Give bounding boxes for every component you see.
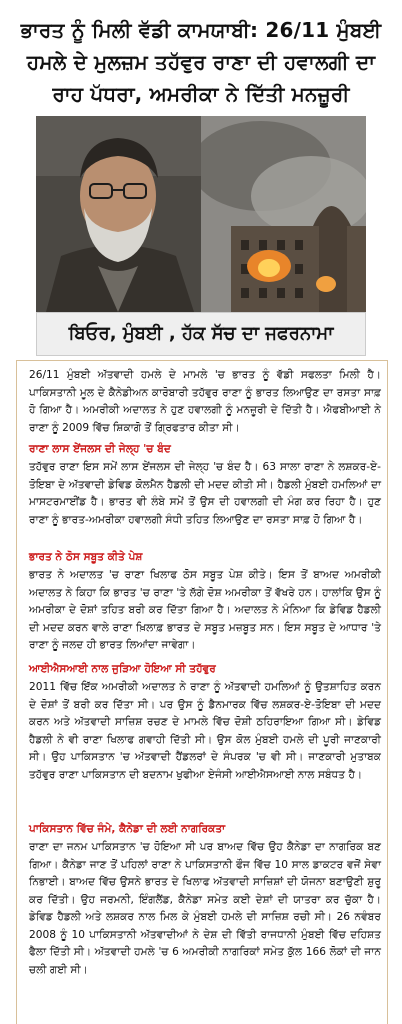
paragraph-citizenship: ਰਾਣਾ ਦਾ ਜਨਮ ਪਾਕਿਸਤਾਨ 'ਚ ਹੋਇਆ ਸੀ ਪਰ ਬਾਅਦ ਵਿੱਚ ਉਹ ਕੈਨੇਡਾ ਦਾ ਨਾਗਰਿਕ ਬਣ ਗਿਆ। ਕੈਨੇਡਾ ਜਾਣ ਤੋਂ ਪਹਿਲਾਂ ਰਾਣਾ ਨੇ ਪਾਕਿਸਤਾਨੀ ਫੌਜ ਵਿੱਚ 10 ਸਾਲ ਡਾਕਟਰ ਵਜੋਂ ਸੇਵਾ ਨਿਭਾਈ। ਬਾਅਦ ਵਿੱਚ ਉਸਨੇ ਭਾਰਤ ਦੇ ਖਿਲਾਫ ਅੱਤਵਾਦੀ ਸਾਜ਼ਿਸ਼ਾਂ ਦੀ ਯੋਜਨਾ ਬਣਾਉਣੀ ਸ਼ੁਰੂ ਕਰ ਦਿੱਤੀ। ਉਹ ਜਰਮਨੀ, ਇੰਗਲੈਂਡ, ਕੈਨੇਡਾ ਸਮੇਤ ਕਈ ਦੇਸ਼ਾਂ ਦੀ ਯਾਤਰਾ ਕਰ ਚੁੱਕਾ ਹੈ। ਡੇਵਿਡ ਹੈਡਲੀ ਅਤੇ ਲਸ਼ਕਰ ਨਾਲ ਮਿਲ ਕੇ ਮੁੰਬਈ ਹਮਲੇ ਦੀ ਸਾਜ਼ਿਸ਼ ਰਚੀ ਸੀ। 26 ਨਵੰਬਰ 2008 ਨੂੰ 10 ਪਾਕਿਸਤਾਨੀ ਅੱਤਵਾਦੀਆਂ ਨੇ ਦੇਸ਼ ਦੀ ਵਿੱਤੀ ਰਾਜਧਾਨੀ ਮੁੰਬਈ ਵਿੱਚ ਦਹਿਸ਼ਤ ਫੈਲਾ ਦਿੱਤੀ ਸੀ। ਅੱਤਵਾਦੀ ਹਮਲੇ 'ਚ 6 ਅਮਰੀਕੀ ਨਾਗਰਿਕਾਂ ਸਮੇਤ ਕੁੱਲ 166 ਲੋਕਾਂ ਦੀ ਜਾਨ ਚਲੀ ਗਈ ਸੀ।	[29, 841, 381, 976]
subheading-evidence: ਭਾਰਤ ਨੇ ਠੋਸ ਸਬੂਤ ਕੀਤੇ ਪੇਸ਼	[29, 551, 143, 563]
paragraph-isi: 2011 ਵਿੱਚ ਇੱਕ ਅਮਰੀਕੀ ਅਦਾਲਤ ਨੇ ਰਾਣਾ ਨੂੰ ਅੱਤਵਾਦੀ ਹਮਲਿਆਂ ਨੂੰ ਉਤਸ਼ਾਹਿਤ ਕਰਨ ਦੇ ਦੋਸ਼ਾਂ ਤੋਂ ਬਰੀ ਕਰ ਦਿੱਤਾ ਸੀ। ਪਰ ਉਸ ਨੂੰ ਡੈਨਮਾਰਕ ਵਿੱਚ ਲਸ਼ਕਰ-ਏ-ਤੋਇਬਾ ਦੀ ਮਦਦ ਕਰਨ ਅਤੇ ਅੱਤਵਾਦੀ ਸਾਜ਼ਿਸ਼ ਰਚਣ ਦੇ ਮਾਮਲੇ ਵਿੱਚ ਦੋਸ਼ੀ ਠਹਿਰਾਇਆ ਗਿਆ ਸੀ। ਡੇਵਿਡ ਹੈਡਲੀ ਨੇ ਵੀ ਰਾਣਾ ਖਿਲਾਫ ਗਵਾਹੀ ਦਿੱਤੀ ਸੀ। ਉਸ ਕੋਲ ਮੁੰਬਈ ਹਮਲੇ ਦੀ ਪੂਰੀ ਜਾਣਕਾਰੀ ਸੀ। ਉਹ ਪਾਕਿਸਤਾਨ 'ਚ ਅੱਤਵਾਦੀ ਹੈਂਡਲਰਾਂ ਦੇ ਸੰਪਰਕ 'ਚ ਵੀ ਸੀ। ਜਾਣਕਾਰੀ ਮੁਤਾਬਕ ਤਹੱਵੁਰ ਰਾਣਾ ਪਾਕਿਸਤਾਨ ਦੀ ਬਦਨਾਮ ਖੁਫੀਆ ਏਜੰਸੀ ਆਈਐਸਆਈ ਨਾਲ ਸਬੰਧਤ ਹੈ।	[29, 681, 381, 781]
paragraph-evidence: ਭਾਰਤ ਨੇ ਅਦਾਲਤ 'ਚ ਰਾਣਾ ਖਿਲਾਫ ਠੋਸ ਸਬੂਤ ਪੇਸ਼ ਕੀਤੇ। ਇਸ ਤੋਂ ਬਾਅਦ ਅਮਰੀਕੀ ਅਦਾਲਤ ਨੇ ਕਿਹਾ ਕਿ ਭਾਰਤ 'ਚ ਰਾਣਾ 'ਤੇ ਲੱਗੇ ਦੋਸ਼ ਅਮਰੀਕਾ ਤੋਂ ਵੱਖਰੇ ਹਨ। ਹਾਲਾਂਕਿ ਉਸ ਨੂੰ ਅਮਰੀਕਾ ਦੇ ਦੋਸ਼ਾਂ ਤਹਿਤ ਬਰੀ ਕਰ ਦਿੱਤਾ ਗਿਆ ਹੈ। ਅਦਾਲਤ ਨੇ ਮੰਨਿਆ ਕਿ ਡੇਵਿਡ ਹੈਡਲੀ ਦੀ ਮਦਦ ਕਰਨ ਵਾਲੇ ਰਾਣਾ ਖ਼ਿਲਾਫ਼ ਭਾਰਤ ਦੇ ਸਬੂਤ ਮਜ਼ਬੂਤ ਸਨ। ਇਸ ਸਬੂਤ ਦੇ ਆਧਾਰ 'ਤੇ ਰਾਣਾ ਨੂੰ ਜਲਦ ਹੀ ਭਾਰਤ ਲਿਆਂਦਾ ਜਾਵੇਗਾ।	[29, 569, 381, 651]
headline: ਭਾਰਤ ਨੂੰ ਮਿਲੀ ਵੱਡੀ ਕਾਮਯਾਬੀ: 26/11 ਮੁੰਬਈ ਹਮਲੇ ਦੇ ਮੁਲਜ਼ਮ ਤਹੱਵੁਰ ਰਾਣਾ ਦੀ ਹਵਾਲਗੀ ਦਾ ਰਾਹ ਪੱਧਰਾ, ਅਮਰੀਕਾ ਨੇ ਦਿੱਤੀ ਮਨਜ਼ੂਰੀ	[20, 18, 382, 106]
subheading-citizenship: ਪਾਕਿਸਤਾਨ ਵਿੱਚ ਜੰਮੇ, ਕੈਨੇਡਾ ਦੀ ਲਈ ਨਾਗਰਿਕਤਾ	[29, 823, 226, 835]
subheading-isi: ਆਈਐਸਆਈ ਨਾਲ ਜੁੜਿਆ ਹੋਇਆ ਸੀ ਤਹੱਵੁਰ	[29, 663, 216, 675]
paragraph-intro: 26/11 ਮੁੰਬਈ ਅੱਤਵਾਦੀ ਹਮਲੇ ਦੇ ਮਾਮਲੇ 'ਚ ਭਾਰਤ ਨੂੰ ਵੱਡੀ ਸਫਲਤਾ ਮਿਲੀ ਹੈ। ਪਾਕਿਸਤਾਨੀ ਮੂਲ ਦੇ ਕੈਨੇਡੀਅਨ ਕਾਰੋਬਾਰੀ ਤਹੱਵੁਰ ਰਾਣਾ ਨੂੰ ਭਾਰਤ ਲਿਆਉਣ ਦਾ ਰਸਤਾ ਸਾਫ਼ ਹੋ ਗਿਆ ਹੈ। ਅਮਰੀਕੀ ਅਦਾਲਤ ਨੇ ਹੁਣ ਹਵਾਲਗੀ ਨੂੰ ਮਨਜ਼ੂਰੀ ਦੇ ਦਿੱਤੀ ਹੈ। ਐਫਬੀਆਈ ਨੇ ਰਾਣਾ ਨੂੰ 2009 ਵਿੱਚ ਸ਼ਿਕਾਗੋ ਤੋਂ ਗ੍ਰਿਫਤਾਰ ਕੀਤਾ ਸੀ।	[29, 369, 381, 434]
paragraph-jail: ਤਹੱਵੁਰ ਰਾਣਾ ਇਸ ਸਮੇਂ ਲਾਸ ਏਂਜਲਸ ਦੀ ਜੇਲ੍ਹ 'ਚ ਬੰਦ ਹੈ। 63 ਸਾਲਾ ਰਾਣਾ ਨੇ ਲਸ਼ਕਰ-ਏ-ਤੋਇਬਾ ਦੇ ਅੱਤਵਾਦੀ ਡੇਵਿਡ ਕੋਲਮੈਨ ਹੈਡਲੀ ਦੀ ਮਦਦ ਕੀਤੀ ਸੀ। ਹੈਡਲੀ ਮੁੰਬਈ ਹਮਲਿਆਂ ਦਾ ਮਾਸਟਰਮਾਈਂਡ ਹੈ। ਭਾਰਤ ਵੀ ਲੰਬੇ ਸਮੇਂ ਤੋਂ ਉਸ ਦੀ ਹਵਾਲਗੀ ਦੀ ਮੰਗ ਕਰ ਰਿਹਾ ਹੈ। ਹੁਣ ਰਾਣਾ ਨੂੰ ਭਾਰਤ-ਅਮਰੀਕਾ ਹਵਾਲਗੀ ਸੰਧੀ ਤਹਿਤ ਲਿਆਉਣ ਦਾ ਰਸਤਾ ਸਾਫ਼ ਹੋ ਗਿਆ ਹੈ।	[29, 461, 381, 526]
portrait-photo	[36, 116, 201, 312]
photo-caption: ਬਿਓਰ, ਮੁੰਬਈ , ਹੱਕ ਸੱਚ ਦਾ ਜਫਰਨਾਮਾ	[36, 312, 366, 356]
hotel-fire-illustration	[201, 116, 366, 312]
photo-collage	[36, 116, 366, 312]
article-body	[16, 360, 388, 1024]
taj-hotel-fire-photo	[201, 116, 366, 312]
subheading-jail: ਰਾਣਾ ਲਾਸ ਏਂਜਲਸ ਦੀ ਜੇਲ੍ਹ 'ਚ ਬੰਦ	[29, 443, 171, 455]
portrait-illustration	[36, 116, 201, 312]
